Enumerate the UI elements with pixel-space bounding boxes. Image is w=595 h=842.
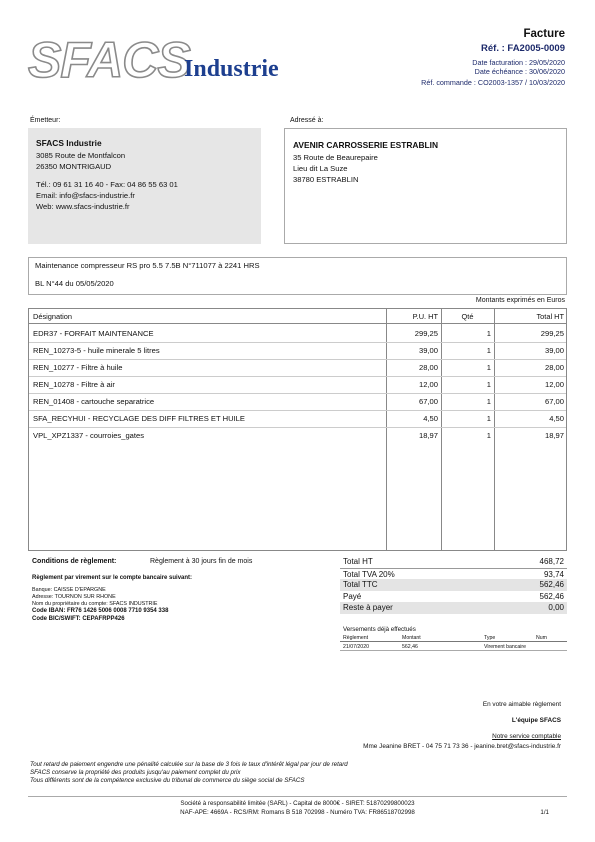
totals-value: 562,46 <box>539 591 564 601</box>
recipient-name: AVENIR CARROSSERIE ESTRABLIN <box>293 140 439 150</box>
cell-unit-price: 18,97 <box>418 431 438 440</box>
cell-total: 39,00 <box>544 346 564 355</box>
team-signature: L'équipe SFACS <box>511 717 561 724</box>
recipient-address-line: 38780 ESTRABLIN <box>293 175 359 184</box>
payment-terms-value: Règlement à 30 jours fin de mois <box>150 558 253 565</box>
table-row <box>29 325 566 342</box>
totals-label: Total TTC <box>343 580 378 589</box>
payment-date: 21/07/2020 <box>343 644 369 650</box>
totals-row <box>340 602 567 614</box>
totals-value: 93,74 <box>543 569 564 579</box>
cell-quantity: 1 <box>486 414 491 423</box>
cell-total: 67,00 <box>544 397 564 406</box>
recipient-label: Adressé à: <box>290 117 324 124</box>
sender-address-line: 3085 Route de Montfalcon <box>36 151 126 160</box>
account-owner: Nom du propriétaire du compte: SFACS INDUSTRIE <box>32 601 158 607</box>
payments-title: Versements déjà effectués <box>343 626 416 633</box>
header-quantity: Qté <box>461 312 474 321</box>
legal-line: Tout retard de paiement engendre une pénalité calculée sur la base de 3 fois le taux d'intérêt légal par jour de retard <box>30 761 348 768</box>
description-line: Maintenance compresseur RS pro 5.5 7.5B N°711077 à 2241 HRS <box>35 261 260 270</box>
currency-note: Montants exprimés en Euros <box>475 297 565 304</box>
footer-divider <box>28 796 567 797</box>
cell-total: 18,97 <box>544 431 564 440</box>
totals-row <box>340 579 567 591</box>
payment-terms-label: Conditions de règlement: <box>32 558 117 565</box>
bank-name: Banque: CAISSE D'EPARGNE <box>32 587 106 593</box>
delivery-note: BL N°44 du 05/05/2020 <box>35 279 114 288</box>
cell-total: 12,00 <box>544 380 564 389</box>
totals-label: Total HT <box>343 557 373 566</box>
payments-header <box>340 634 567 642</box>
payments-header-cell: Num <box>536 635 547 641</box>
totals-label: Total TVA 20% <box>343 569 395 579</box>
payments-header-cell: Type <box>484 635 496 641</box>
order-reference: Réf. commande : CO2003-1357 / 10/03/2020 <box>421 78 565 87</box>
invoice-date: Date facturation : 29/05/2020 <box>472 58 565 67</box>
table-row <box>29 410 566 427</box>
cell-total: 28,00 <box>544 363 564 372</box>
table-row <box>29 393 566 410</box>
logo-industrie-text: Industrie <box>184 56 279 82</box>
recipient-address-line: 35 Route de Beaurepaire <box>293 153 378 162</box>
sender-website: Web: www.sfacs-industrie.fr <box>36 202 130 211</box>
totals-value: 468,72 <box>539 557 564 566</box>
table-row <box>29 376 566 393</box>
cell-quantity: 1 <box>486 346 491 355</box>
cell-quantity: 1 <box>486 363 491 372</box>
cell-unit-price: 299,25 <box>414 329 438 338</box>
cell-designation: REN_01408 - cartouche separatrice <box>33 397 155 406</box>
totals-row <box>340 556 567 568</box>
header-total: Total HT <box>536 312 564 321</box>
due-date: Date échéance : 30/06/2020 <box>474 67 565 76</box>
payment-amount: 562,46 <box>402 644 418 650</box>
payments-row <box>340 643 567 651</box>
totals-label: Reste à payer <box>343 603 393 612</box>
document-title: Facture <box>523 28 565 40</box>
company-logo <box>28 30 318 94</box>
totals-row <box>340 568 567 580</box>
accounting-service: Notre service comptable <box>492 733 561 740</box>
cell-quantity: 1 <box>486 329 491 338</box>
items-table <box>28 308 567 551</box>
cell-total: 4,50 <box>549 414 564 423</box>
legal-notice <box>30 761 348 785</box>
accounting-contact: Mme Jeanine BRET - 04 75 71 73 36 - jeanine.bret@sfacs-industrie.fr <box>363 743 561 750</box>
cell-unit-price: 39,00 <box>418 346 438 355</box>
bank-address: Adresse: TOURNON SUR RHONE <box>32 594 116 600</box>
invoice-description <box>28 257 567 295</box>
payments-header-cell: Montant <box>402 635 421 641</box>
cell-designation: VPL_XPZ1337 - courroies_gates <box>33 431 145 440</box>
page-number: 1/1 <box>540 809 549 816</box>
bic: Code BIC/SWIFT: CEPAFRPP426 <box>32 615 125 622</box>
cell-total: 299,25 <box>540 329 564 338</box>
sender-phone: Tél.: 09 61 31 16 40 - Fax: 04 86 55 63 01 <box>36 180 178 189</box>
header-unit-price: P.U. HT <box>412 312 438 321</box>
legal-line: Tous différents sont de la compétence exclusive du tribunal de commerce du siège social de SFACS <box>30 777 305 784</box>
cell-quantity: 1 <box>486 380 491 389</box>
bank-transfer-title: Règlement par virement sur le compte bancaire suivant: <box>32 575 193 581</box>
legal-line: SFACS conserve la propriété des produits jusqu'au paiement complet du prix <box>30 769 241 776</box>
table-header <box>29 309 566 324</box>
sender-address-line: 26350 MONTRIGAUD <box>36 162 112 171</box>
table-row <box>29 359 566 376</box>
cell-unit-price: 4,50 <box>423 414 438 423</box>
payment-type: Virement bancaire <box>484 644 527 650</box>
sender-name: SFACS Industrie <box>36 138 102 148</box>
header-designation: Désignation <box>33 312 73 321</box>
sender-email: Email: info@sfacs-industrie.fr <box>36 191 135 200</box>
recipient-address-line: Lieu dit La Suze <box>293 164 348 173</box>
bank-details <box>32 587 168 623</box>
logo-sfacs-text: SFACS <box>28 32 190 88</box>
closing-text: En votre aimable règlement <box>482 701 561 708</box>
sender-label: Émetteur: <box>30 117 61 124</box>
totals-value: 0,00 <box>548 603 564 612</box>
cell-unit-price: 28,00 <box>418 363 438 372</box>
sender-box <box>28 128 261 244</box>
recipient-box <box>284 128 567 244</box>
cell-unit-price: 67,00 <box>418 397 438 406</box>
table-row <box>29 427 566 444</box>
invoice-reference: Réf. : FA2005-0009 <box>481 43 565 54</box>
table-row <box>29 342 566 359</box>
cell-designation: REN_10277 - Filtre à huile <box>33 363 123 372</box>
cell-designation: EDR37 - FORFAIT MAINTENANCE <box>33 329 154 338</box>
cell-designation: SFA_RECYHUI - RECYCLAGE DES DIFF FILTRES ET HUILE <box>33 414 245 423</box>
cell-unit-price: 12,00 <box>418 380 438 389</box>
cell-quantity: 1 <box>486 431 491 440</box>
company-legal-info: Société à responsabilité limitée (SARL) - Capital de 8000€ - SIRET: 51870299800023 <box>180 800 415 807</box>
totals-label: Payé <box>343 591 362 601</box>
totals-row <box>340 591 567 603</box>
company-registration: NAF-APE: 4669A - RCS/RM: Romans B 518 702998 - Numéro TVA: FR86518702998 <box>180 809 415 816</box>
payments-header-cell: Règlement <box>343 635 369 641</box>
cell-designation: REN_10273-5 - huile minerale 5 litres <box>33 346 160 355</box>
totals-value: 562,46 <box>539 580 564 589</box>
iban: Code IBAN: FR76 1426 5006 0008 7710 9354 338 <box>32 608 169 614</box>
cell-designation: REN_10278 - Filtre à air <box>33 380 115 389</box>
cell-quantity: 1 <box>486 397 491 406</box>
